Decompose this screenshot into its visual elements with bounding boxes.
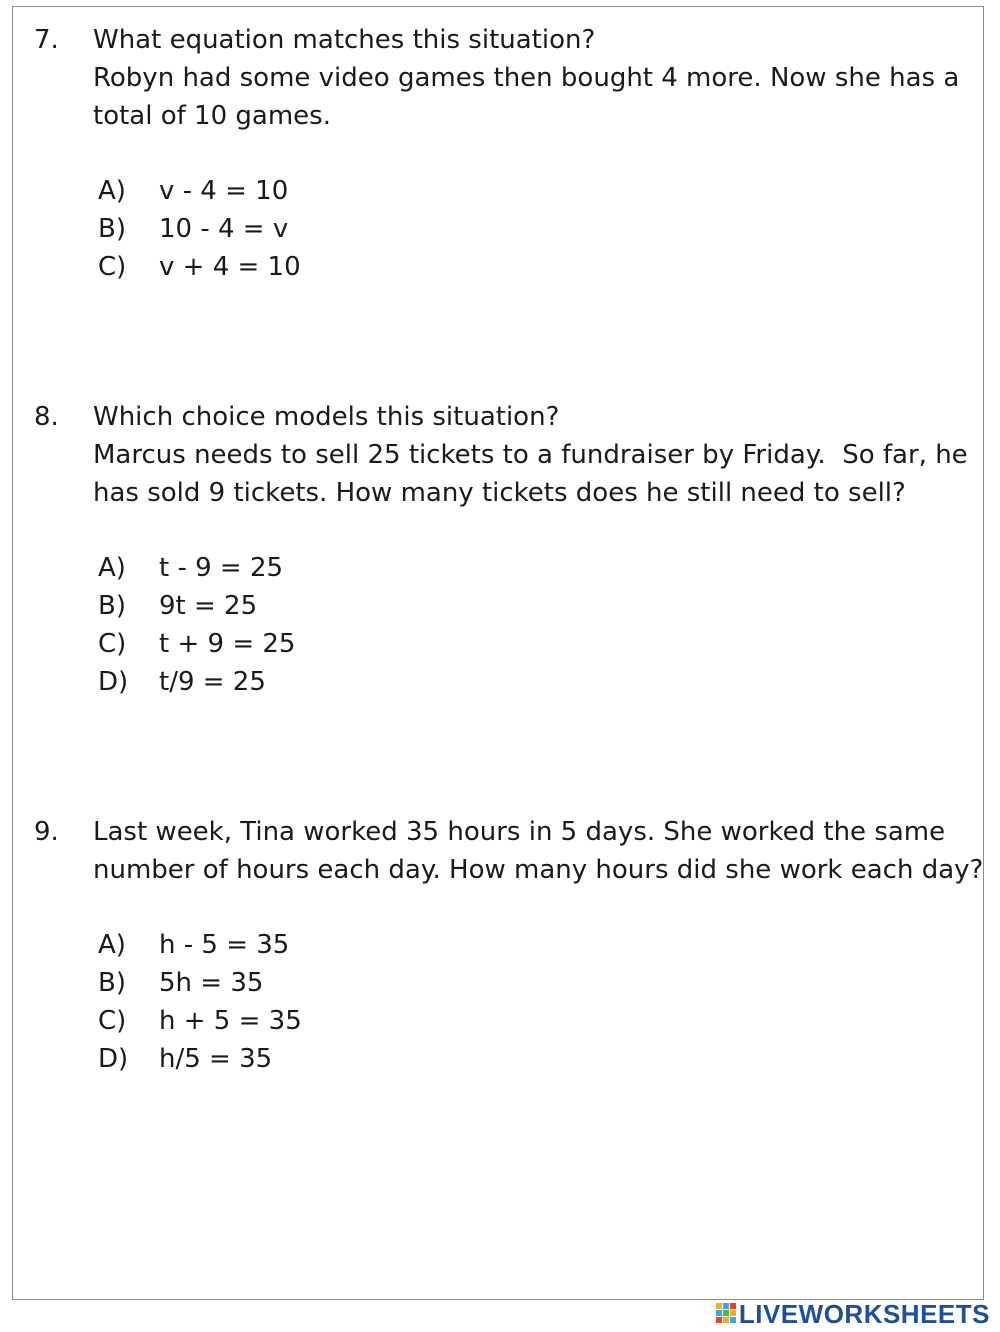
option-letter: A) <box>98 553 126 583</box>
option-b <box>98 964 302 1002</box>
question-line: has sold 9 tickets. How many tickets does he still need to sell? <box>93 478 906 508</box>
answer-options <box>98 926 302 1078</box>
option-letter: B) <box>98 591 126 621</box>
option-c <box>98 1002 302 1040</box>
question-line: Marcus needs to sell 25 tickets to a fundraiser by Friday. So far, he <box>93 440 968 470</box>
option-letter: C) <box>98 252 127 282</box>
option-letter: B) <box>98 968 126 998</box>
option-text: t/9 = 25 <box>159 667 266 697</box>
question-number: 7. <box>34 25 59 55</box>
question-line: number of hours each day. How many hours did she work each day? <box>93 855 984 885</box>
option-text: h/5 = 35 <box>159 1044 273 1074</box>
option-c <box>98 625 295 663</box>
option-text: h - 5 = 35 <box>159 930 290 960</box>
option-a <box>98 926 302 964</box>
option-b <box>98 587 295 625</box>
option-text: v + 4 = 10 <box>159 252 301 282</box>
answer-options <box>98 172 301 286</box>
watermark-text: LIVEWORKSHEETS <box>738 1299 990 1329</box>
answer-options <box>98 549 295 701</box>
option-text: t - 9 = 25 <box>159 553 284 583</box>
option-c <box>98 248 301 286</box>
option-d <box>98 663 295 701</box>
option-letter: D) <box>98 667 129 697</box>
liveworksheets-watermark[interactable] <box>715 1300 990 1328</box>
option-letter: C) <box>98 1006 127 1036</box>
question-text <box>93 398 973 512</box>
question-text <box>93 813 984 889</box>
option-text: t + 9 = 25 <box>159 629 296 659</box>
option-a <box>98 549 295 587</box>
option-b <box>98 210 301 248</box>
option-text: 10 - 4 = v <box>159 214 289 244</box>
option-text: 9t = 25 <box>159 591 258 621</box>
liveworksheets-logo-icon <box>715 1302 737 1326</box>
option-text: h + 5 = 35 <box>159 1006 302 1036</box>
question-text <box>93 21 973 135</box>
option-a <box>98 172 301 210</box>
question-line: What equation matches this situation? <box>93 25 596 55</box>
question-number: 8. <box>34 402 59 432</box>
question-line: Robyn had some video games then bought 4 more. Now she has a <box>93 63 960 93</box>
question-number: 9. <box>34 817 59 847</box>
option-letter: A) <box>98 176 126 206</box>
option-letter: B) <box>98 214 126 244</box>
option-letter: C) <box>98 629 127 659</box>
option-d <box>98 1040 302 1078</box>
option-letter: A) <box>98 930 126 960</box>
option-text: 5h = 35 <box>159 968 264 998</box>
option-letter: D) <box>98 1044 129 1074</box>
question-line: Last week, Tina worked 35 hours in 5 days. She worked the same <box>93 817 946 847</box>
question-line: total of 10 games. <box>93 101 331 131</box>
option-text: v - 4 = 10 <box>159 176 289 206</box>
question-line: Which choice models this situation? <box>93 402 560 432</box>
